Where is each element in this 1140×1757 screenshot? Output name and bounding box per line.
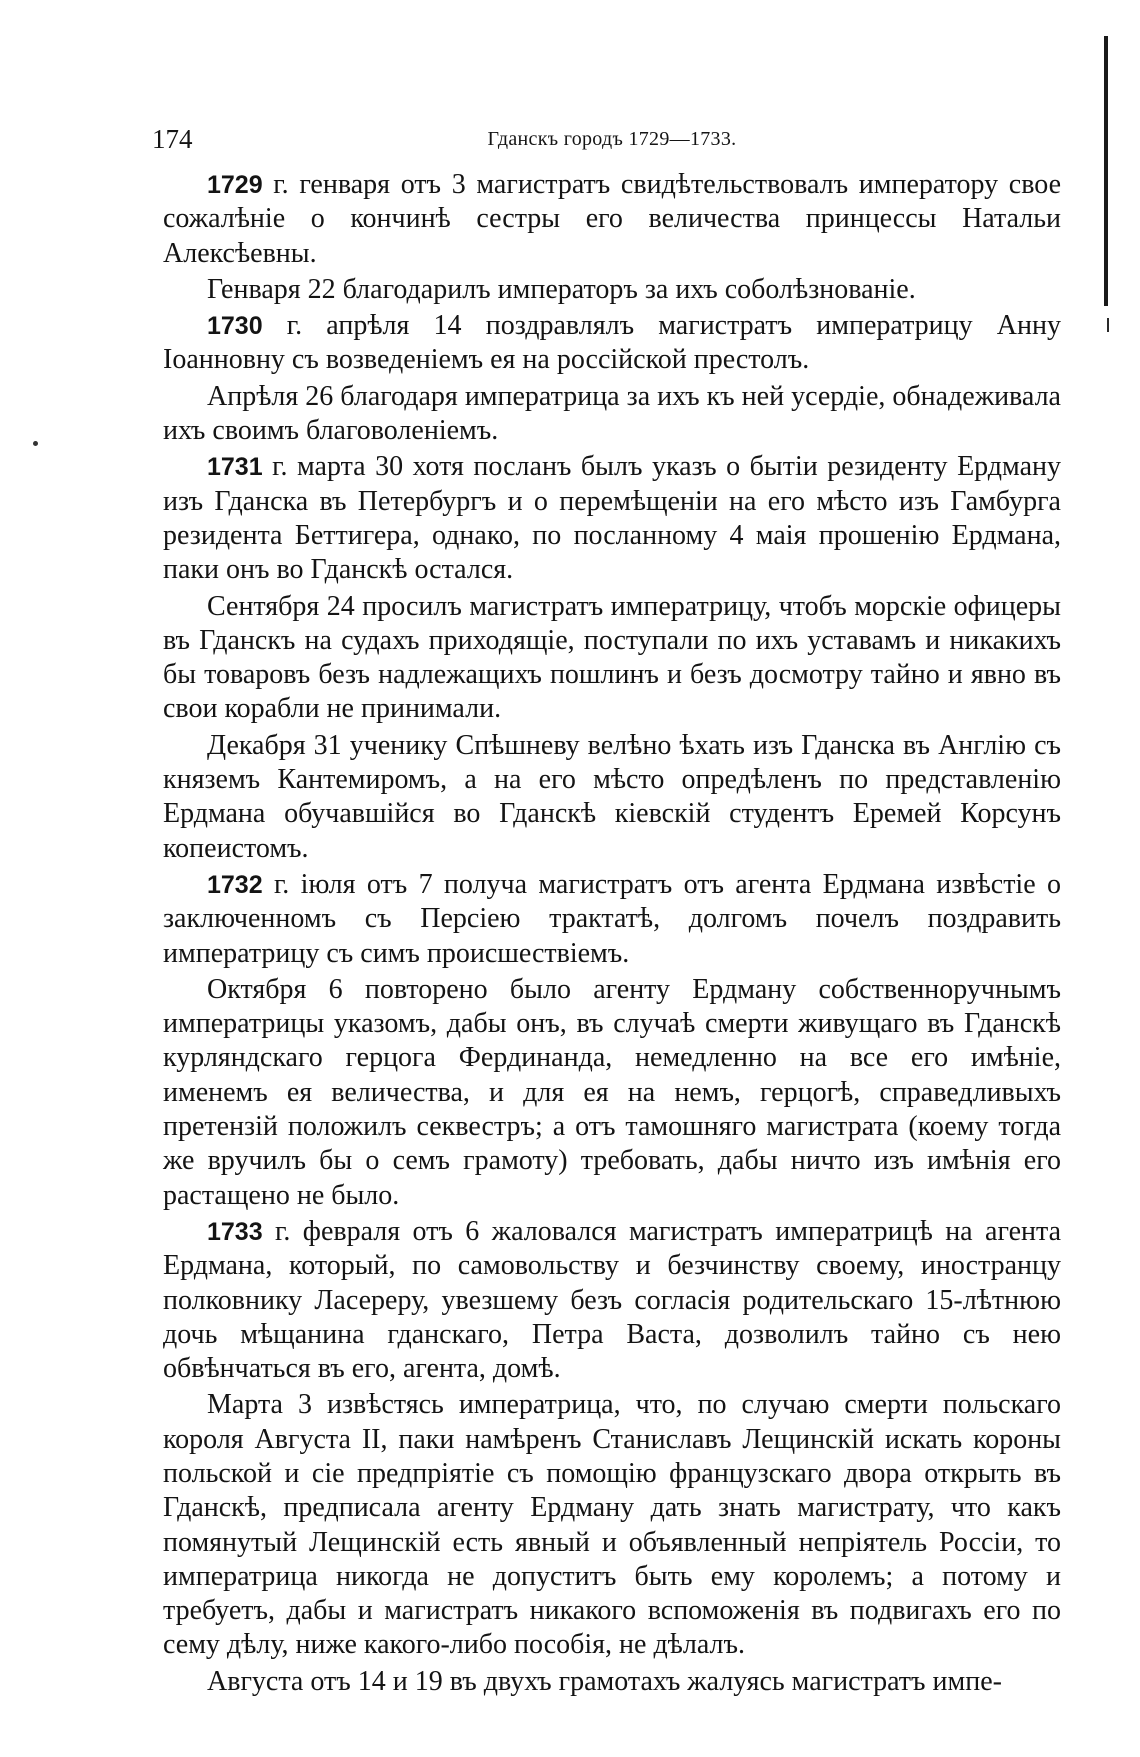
year-label: 1731 bbox=[207, 453, 263, 482]
paragraph-text: г. генваря отъ 3 магистратъ свидѣтельствовалъ императору свое сожалѣніе о кончинѣ сестры его величества принцессы Натальи Алексѣевны. bbox=[163, 169, 1061, 269]
paragraph bbox=[163, 450, 1061, 587]
scan-speck bbox=[33, 441, 38, 446]
paragraph bbox=[163, 273, 1061, 307]
paragraph-text: г. іюля отъ 7 получа магистратъ отъ агента Ердмана извѣстіе о заключенномъ съ Персіею трактатѣ, долгомъ почелъ поздравить императрицу съ симъ происшествіемъ. bbox=[163, 868, 1061, 969]
paragraph bbox=[163, 973, 1061, 1213]
scan-edge-mark bbox=[1107, 318, 1109, 332]
scan-edge-mark bbox=[1104, 36, 1108, 306]
year-label: 1730 bbox=[207, 312, 263, 341]
year-label: 1732 bbox=[207, 870, 263, 899]
paragraph-text: Октября 6 повторено было агенту Ердману собственноручнымъ императрицы указомъ, дабы онъ, въ случаѣ смерти живущаго въ Гданскѣ курляндскаго герцога Фердинанда, немедленно на все его имѣніе, именемъ ея величества, и для ея на немъ, герцогѣ, справедливыхъ претензій положилъ секвестръ; а отъ тамошняго магистрата (коему тогда же вручилъ бы о семъ грамоту) требовать, дабы ничто изъ имѣнія его растащено не было. bbox=[163, 973, 1061, 1211]
paragraph-text: г. апрѣля 14 поздравлялъ магистратъ императрицу Анну Іоанновну съ возведеніемъ ея на россійской престолъ. bbox=[163, 310, 1061, 376]
paragraph bbox=[163, 1388, 1061, 1662]
paragraph-text: Декабря 31 ученику Спѣшневу велѣно ѣхать изъ Гданска въ Англію съ княземъ Кантемиромъ, а на его мѣсто опредѣленъ по представленію Ердмана обучавшійся во Гданскѣ кіевскій студентъ Еремей Корсунъ копеистомъ. bbox=[163, 729, 1061, 864]
paragraph-text: г. марта 30 хотя посланъ былъ указъ о бытіи резиденту Ердману изъ Гданска въ Петербургъ и о перемѣщеніи на его мѣсто изъ Гамбурга резидента Беттигера, однако, по посланному 4 маія прошенію Ердмана, паки онъ во Гданскѣ остался. bbox=[163, 451, 1061, 586]
paragraph bbox=[163, 590, 1061, 727]
paragraph bbox=[163, 1215, 1061, 1386]
paragraph-text: Генваря 22 благодарилъ императоръ за ихъ соболѣзнованіе. bbox=[207, 273, 916, 305]
paragraph-text: г. февраля отъ 6 жаловался магистратъ императрицѣ на агента Ердмана, который, по самовольству и безчинству своему, иностранцу полковнику Ласереру, увезшему безъ согласія родительскаго 15-лѣтнюю дочь мѣщанина гданскаго, Петра Васта, дозволилъ тайно съ нею обвѣнчаться въ его, агента, домѣ. bbox=[163, 1215, 1061, 1385]
paragraph bbox=[163, 380, 1061, 449]
paragraph bbox=[163, 868, 1061, 971]
paragraph-text: Марта 3 извѣстясь императрица, что, по случаю смерти польскаго короля Августа II, паки намѣренъ Станиславъ Лещинскій искать короны польской и сіе предпріятіе съ помощію французскаго двора открыть въ Гданскѣ, предписала агенту Ердману дать знать магистрату, что какъ помянутый Лещинскій есть явный и объявленный непріятель Россіи, то императрица никогда не допуститъ быть ему королемъ; а потому и требуетъ, дабы и магистратъ никакого вспоможенія въ подвигахъ его по сему дѣлу, ниже какого-либо пособія, не дѣлалъ. bbox=[163, 1389, 1061, 1661]
page-header bbox=[152, 122, 1072, 156]
year-label: 1733 bbox=[207, 1217, 263, 1246]
body-text bbox=[163, 168, 1061, 1701]
running-title: Гданскъ городъ 1729—1733. bbox=[487, 128, 737, 150]
year-label: 1729 bbox=[207, 171, 263, 199]
paragraph bbox=[163, 168, 1061, 271]
paragraph bbox=[163, 1665, 1061, 1699]
page-number: 174 bbox=[152, 124, 193, 154]
paragraph bbox=[163, 309, 1061, 378]
paragraph-text: Августа отъ 14 и 19 въ двухъ грамотахъ жалуясь магистратъ импе- bbox=[207, 1665, 1002, 1697]
paragraph-text: Апрѣля 26 благодаря императрица за ихъ къ ней усердіе, обнадеживала ихъ своимъ благоволеніемъ. bbox=[163, 380, 1061, 447]
paragraph-text: Сентября 24 просилъ магистратъ императрицу, чтобъ морскіе офицеры въ Гданскъ на судахъ приходящіе, поступали по ихъ уставамъ и никакихъ бы товаровъ безъ надлежащихъ пошлинъ и безъ досмотру тайно и явно въ свои корабли не принимали. bbox=[163, 590, 1061, 725]
paragraph bbox=[163, 729, 1061, 866]
